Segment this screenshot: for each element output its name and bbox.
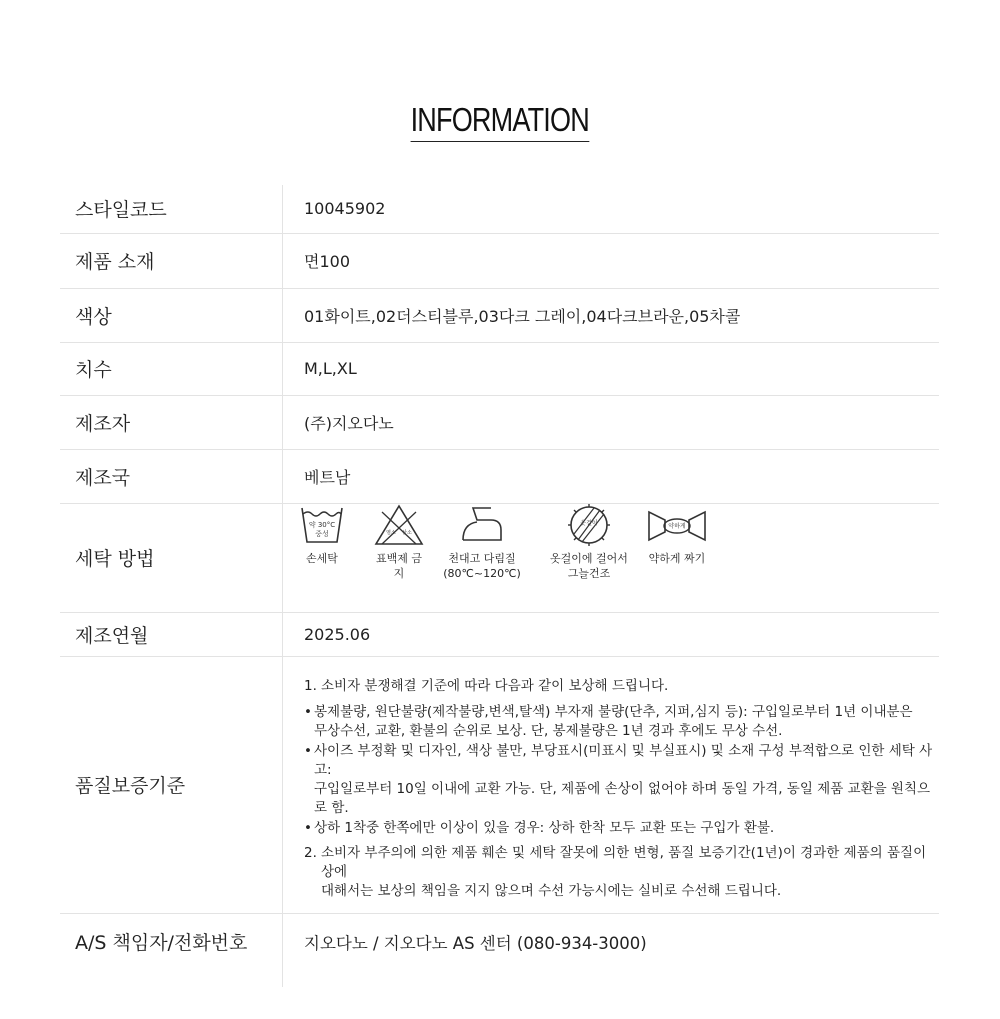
row-label: 제조연월 [60,612,283,656]
care-caption [443,551,521,581]
care-item [372,504,426,581]
row-value: (주)지오다노 [304,413,394,433]
symbol-text: 약 30°C [308,520,336,529]
caption-line: (80℃~120℃) [443,566,521,580]
quality-cell [283,656,940,913]
page-title-wrap [0,100,1000,142]
caption-line: 손세탁 [306,551,338,565]
item-line: 소비자 부주의에 의한 제품 훼손 및 세탁 잘못에 의한 변형, 품질 보증기간(1년)이 경과한 제품의 품질이상에 [321,844,927,880]
symbol-text: 산소 [402,529,412,536]
symbol-text: 옷걸이 [580,519,598,527]
care-item [300,504,344,566]
bullet-line: 무상수선, 교환, 환불의 순위로 보상. 단, 봉제불량은 1년 경과 후에도 무상 수선. [314,722,783,739]
bullet-mark: • [304,742,312,759]
row-label: 색상 [60,288,283,342]
symbol-text: 약하게 [668,522,686,530]
info-table [60,185,939,987]
care-item [546,504,632,581]
item-number: 2. [304,844,317,861]
row-value: 면100 [304,252,350,271]
row-label: 치수 [60,342,283,395]
row-label: 제조국 [60,449,283,503]
caption-line: 표백제 금지 [375,551,422,580]
caption-line: 그늘건조 [567,566,611,580]
page-title: INFORMATION [411,100,589,142]
hand-wash-icon [300,504,344,546]
row-value: 지오다노 / 지오다노 AS 센터 (080-934-3000) [304,933,647,953]
bullet-line: 사이즈 부정확 및 디자인, 색상 불만, 부당표시(미표시 및 부실표시) 및 소재 구성 부적합으로 인한 세탁 사고: [314,742,933,778]
bullet-line: 구입일로부터 10일 이내에 교환 가능. 단, 제품에 손상이 없어야 하며 동일 가격, 동일 제품 교환을 원칙으로 함. [314,780,931,816]
quality-item-2 [304,844,939,901]
quality-bullet [304,742,939,818]
quality-bullet [304,703,939,741]
care-item [642,504,712,566]
row-size [60,342,939,395]
row-date [60,612,939,656]
symbol-text: 중성 [315,529,329,538]
washing-icons-cell [283,503,940,612]
caption-line: 천대고 다림질 [448,551,516,565]
row-value: 베트남 [304,467,351,487]
row-washing [60,503,939,612]
row-value: 10045902 [304,199,386,219]
bullet-line: 봉제불량, 원단불량(제작불량,변색,탈색) 부자재 불량(단추, 지퍼,심지 등): 구입일로부터 1년 이내분은 [314,703,913,720]
care-symbols [300,504,939,612]
care-caption [372,551,426,581]
hang-dry-shade-icon [566,504,612,546]
gentle-wring-icon [647,504,707,546]
caption-line: 약하게 짜기 [648,551,706,565]
caption-line: 옷걸이에 걸어서 [550,551,628,565]
quality-item-1 [304,677,939,696]
no-bleach-icon [374,504,424,546]
bullet-mark: • [304,703,312,720]
symbol-text: 염소 [386,529,396,536]
iron-icon [459,504,505,546]
row-as [60,913,939,987]
row-label: 제조자 [60,395,283,449]
row-style-code [60,185,939,233]
care-caption [306,551,338,566]
item-line: 대해서는 보상의 책임을 지지 않으며 수선 가능시에는 실비로 수선해 드립니다. [321,882,782,899]
item-text [321,844,939,901]
bullet-text [314,703,913,741]
row-country [60,449,939,503]
item-number: 1. [304,677,317,694]
quality-bullet [304,819,939,838]
row-value: 01화이트,02더스티블루,03다크 그레이,04다크브라운,05차콜 [304,306,741,326]
care-caption [649,551,706,566]
row-manufacturer [60,395,939,449]
row-value: M,L,XL [304,359,357,378]
care-caption [550,551,628,581]
row-label: 품질보증기준 [60,656,283,913]
row-label: 세탁 방법 [60,503,283,612]
bullet-text [314,819,774,838]
item-text: 소비자 분쟁해결 기준에 따라 다음과 같이 보상해 드립니다. [321,677,669,694]
row-quality [60,656,939,913]
quality-text [304,657,939,913]
row-label: A/S 책임자/전화번호 [60,913,283,987]
row-label: 스타일코드 [60,185,283,233]
care-item [442,504,522,581]
bullet-line: 상하 1착중 한쪽에만 이상이 있을 경우: 상하 한착 모두 교환 또는 구입가 환불. [314,819,775,836]
row-label: 제품 소재 [60,233,283,288]
bullet-mark: • [304,819,312,836]
bullet-text [314,742,939,818]
row-value: 2025.06 [304,624,371,644]
row-color [60,288,939,342]
row-material [60,233,939,288]
